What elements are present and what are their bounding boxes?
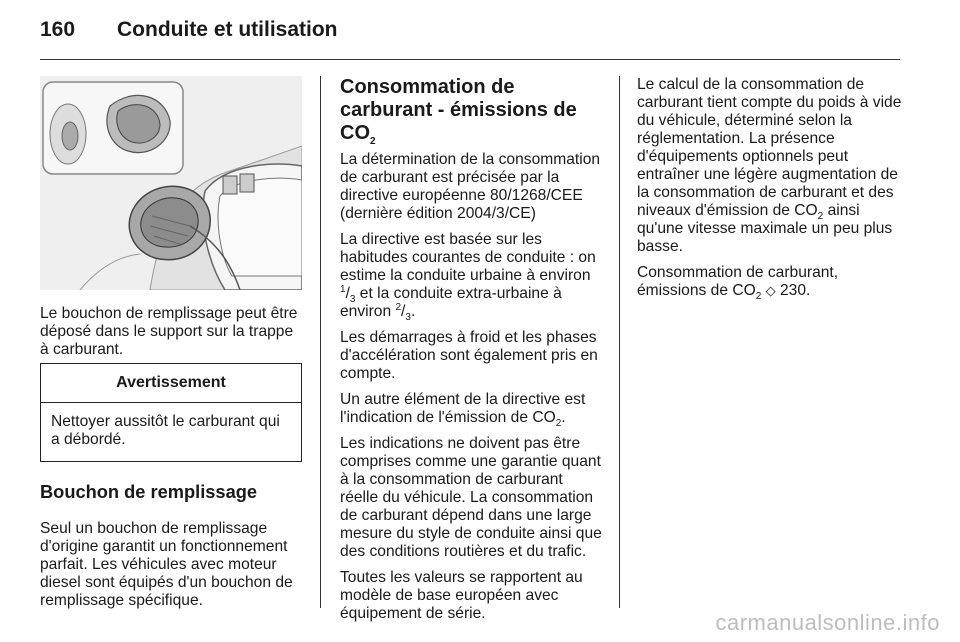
co2-subscript: 2 <box>555 418 562 430</box>
consumption-paragraph-3: Les démarrages à froid et les phases d'accélération sont également pris en compte. <box>340 329 598 382</box>
warning-box <box>40 363 302 462</box>
filler-cap-heading: Bouchon de remplissage <box>40 481 258 503</box>
consumption-paragraph-6: Toutes les valeurs se rapportent au modèle de base européen avec équipement de série. <box>340 569 583 622</box>
calculation-paragraph-2 <box>637 264 903 303</box>
consumption-paragraph-2: La directive est basée sur les habitudes courantes de conduite : on estime la conduite urbaine à environ $^1/_3$ et la conduite extra-urbaine à environ $^2/_3$. <box>340 231 596 324</box>
warning-text: Nettoyer aussitôt le carburant qui a débordé. <box>51 413 280 448</box>
fraction1-denominator: 3 <box>349 294 356 306</box>
co2-subscript: 2 <box>755 291 762 303</box>
warning-title: Avertissement <box>41 364 301 403</box>
co2-subscript: 2 <box>370 136 376 147</box>
p2-text-c: . <box>410 303 416 320</box>
consumption-paragraph-4 <box>340 391 604 430</box>
cross-reference-arrow-icon: ◇ <box>765 283 776 298</box>
figure-caption: Le bouchon de remplissage peut être déposé dans le support sur la trappe à carburant. <box>40 305 298 358</box>
page-number: 160 <box>40 18 76 41</box>
p4-text-a: Un autre élément de la directive est l'indication de l'émission de CO <box>340 391 586 426</box>
fraction1-numerator: 1 <box>340 283 346 295</box>
co2-subscript: 2 <box>817 211 824 223</box>
p4-text-b: . <box>561 409 566 426</box>
cross-reference-page[interactable]: 230. <box>775 282 811 299</box>
col3-p1-text-b: ainsi qu'une vitesse maximale un peu plus basse. <box>637 202 893 255</box>
header-rule <box>40 59 900 60</box>
consumption-heading-text: Consommation de carburant - émissions de CO <box>340 76 577 144</box>
column-divider-2 <box>619 76 620 608</box>
calculation-paragraph-1 <box>637 76 903 256</box>
filler-cap-section <box>40 465 306 610</box>
p2-text-a: La directive est basée sur les habitudes courantes de conduite : on estime la conduite urbaine à environ <box>340 231 596 284</box>
p2-text-b: et la conduite extra-urbaine à environ <box>340 285 562 320</box>
fuel-cap-drawing <box>40 76 302 290</box>
column-divider-1 <box>320 76 321 608</box>
col3-p2-text-a: Consommation de carburant, émissions de CO <box>637 264 839 299</box>
consumption-heading <box>340 76 604 145</box>
consumption-section <box>340 76 604 631</box>
consumption-paragraph-5: Les indications ne doivent pas être comprises comme une garantie quant à la consommation de carburant réelle du véhicule. La consommation de carburant dépend dans une large mesure du style de conduite ainsi que des conditions routières et du trafic. <box>340 435 602 560</box>
filler-cap-text: Seul un bouchon de remplissage d'origine garantit un fonctionnement parfait. Les véhicules avec moteur diesel sont équipés d'un bouchon de remplissage spécifique. <box>40 519 293 609</box>
watermark: carmanualsonline.info <box>715 610 940 635</box>
calculation-section <box>637 76 903 308</box>
fraction2-denominator: 3 <box>405 312 411 324</box>
col3-p1-text-a: Le calcul de la consommation de carburant tient compte du poids à vide du véhicule, déterminé selon la réglementation. La présence d'équipements optionnels peut entraîner une légère augmentation de la consommation de carburant et des niveaux d'émission de CO <box>637 76 902 219</box>
page-title: Conduite et utilisation <box>117 18 338 41</box>
fraction2-numerator: 2 <box>395 301 402 313</box>
fuel-cap-illustration <box>40 76 302 290</box>
consumption-paragraph-1: La détermination de la consommation de carburant est précisée par la directive européenne 80/1268/CEE (dernière édition 2004/3/CE) <box>340 151 601 222</box>
